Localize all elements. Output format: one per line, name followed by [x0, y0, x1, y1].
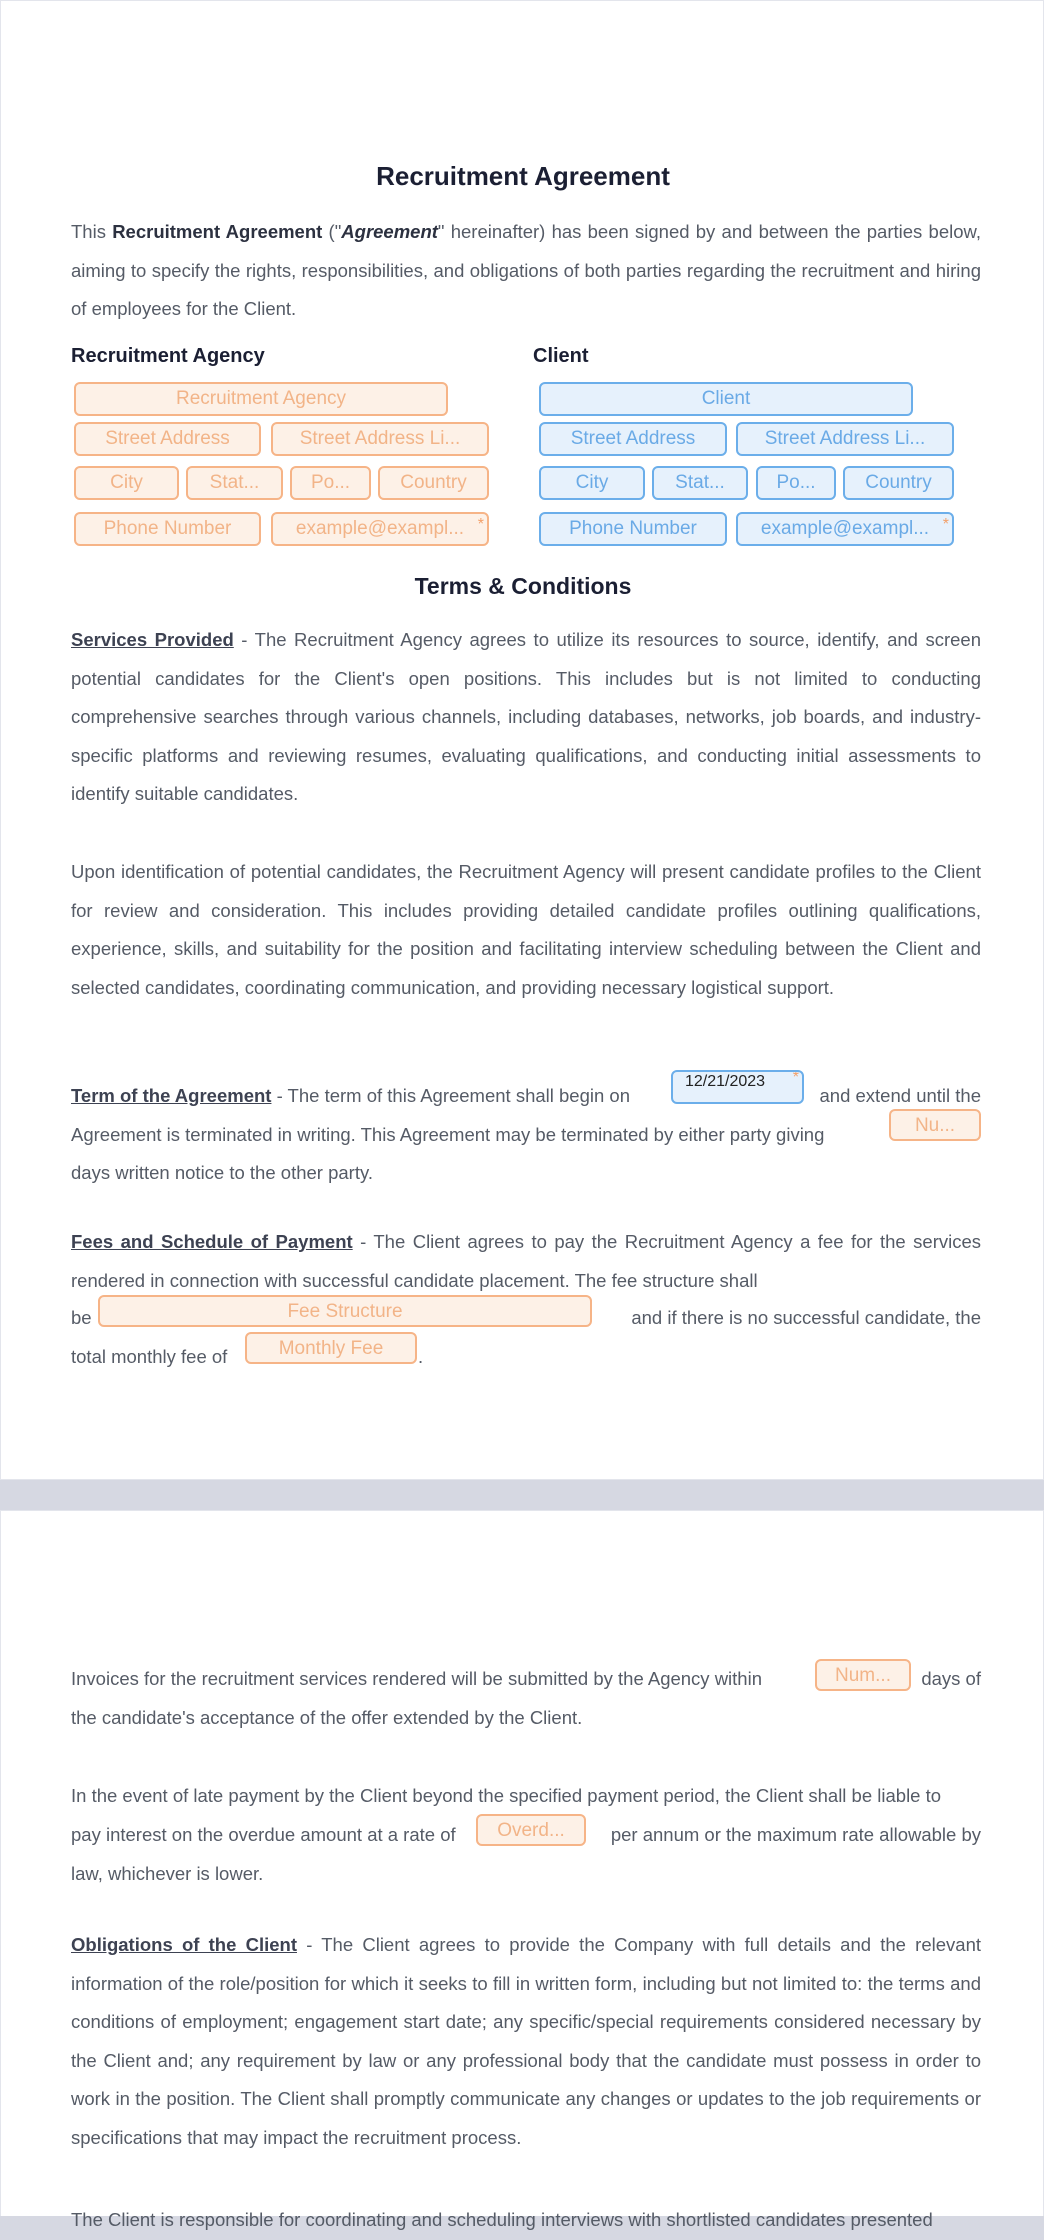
fees-line-4: total monthly fee of: [71, 1346, 228, 1367]
agency-street-field[interactable]: Street Address: [74, 422, 261, 456]
invoice-days-field[interactable]: Num...: [815, 1659, 911, 1691]
invoices-line-1-end: days of: [921, 1668, 981, 1689]
agency-city-field[interactable]: City: [74, 466, 179, 500]
obligations-paragraph: [71, 1926, 981, 2157]
services-heading: Services Provided: [71, 629, 234, 650]
agency-postal-field[interactable]: Po...: [290, 466, 371, 500]
fee-structure-field[interactable]: Fee Structure: [98, 1295, 592, 1327]
presentation-paragraph: Upon identification of potential candidates, the Recruitment Agency will present candidate profiles to the Client for review and consideration. This includes providing detailed candidate profiles outlining qualifications, experience, skills, and suitability for the position and facilitating interview scheduling between the Client and selected candidates, coordinating communication, and providing necessary logistical support.: [71, 861, 981, 998]
fees-period: .: [418, 1346, 424, 1367]
agency-street2-field[interactable]: Street Address Li...: [271, 422, 489, 456]
start-date-field[interactable]: 12/21/2023 *: [671, 1070, 804, 1104]
obligations-heading: Obligations of the Client: [71, 1934, 297, 1955]
services-text: - The Recruitment Agency agrees to utilize its resources to source, identify, and screen potential candidates for the Client's open positions. This includes but is not limited to conducting comprehensive searches through various channels, including databases, networks, job boards, and industry-specific platforms and reviewing resumes, evaluating qualifications, and conducting initial assessments to identify suitable candidates.: [71, 629, 981, 804]
term-text: - The term of this Agreement shall begin on: [271, 1085, 630, 1106]
agency-email-field[interactable]: example@exampl... *: [271, 512, 489, 546]
intro-bold-agreement: Agreement: [341, 221, 438, 242]
intro-text: " hereinafter) has been signed by and between the parties below, aiming to specify the rights, responsibilities, and obligations of both parties regarding the recruitment and hiring of employees for the Client.: [71, 221, 981, 319]
client-email-field[interactable]: example@exampl... *: [736, 512, 954, 546]
client-country-field[interactable]: Country: [843, 466, 954, 500]
client-phone-field[interactable]: Phone Number: [539, 512, 727, 546]
cutoff-line: The Client is responsible for coordinating and scheduling interviews with shortlisted candidates presented: [71, 2209, 933, 2230]
late-payment-line-2: pay interest on the overdue amount at a rate of: [71, 1824, 456, 1845]
client-city-field[interactable]: City: [539, 466, 645, 500]
agency-phone-field[interactable]: Phone Number: [74, 512, 261, 546]
term-heading: Term of the Agreement: [71, 1085, 272, 1106]
fees-text: - The Client agrees to pay the Recruitment Agency a fee for the services rendered in connection with successful candidate placement. The fee structure shall: [71, 1231, 981, 1291]
notice-days-field[interactable]: Nu...: [889, 1109, 981, 1141]
late-payment-line-3: law, whichever is lower.: [71, 1863, 264, 1884]
client-state-field[interactable]: Stat...: [652, 466, 748, 500]
intro-bold-title: Recruitment Agreement: [112, 221, 323, 242]
term-line-2: Agreement is terminated in writing. This Agreement may be terminated by either party giving: [71, 1124, 825, 1145]
invoices-line-2: the candidate's acceptance of the offer extended by the Client.: [71, 1707, 583, 1728]
client-label: Client: [533, 345, 589, 367]
agency-name-field[interactable]: Recruitment Agency: [74, 382, 448, 416]
client-street-field[interactable]: Street Address: [539, 422, 727, 456]
fees-line-3-end: and if there is no successful candidate, the: [631, 1307, 981, 1328]
document-page-2: [0, 1510, 1044, 2230]
intro-text: (": [322, 221, 342, 242]
agency-label: Recruitment Agency: [71, 345, 265, 367]
fees-paragraph: [71, 1223, 981, 1300]
late-payment-line-1: In the event of late payment by the Client beyond the specified payment period, the Client shall be liable to: [71, 1785, 942, 1806]
agency-state-field[interactable]: Stat...: [186, 466, 283, 500]
intro-paragraph: [71, 213, 981, 329]
client-postal-field[interactable]: Po...: [756, 466, 836, 500]
late-payment-line-2-end: per annum or the maximum rate allowable by: [610, 1824, 981, 1845]
terms-title: Terms & Conditions: [414, 573, 632, 599]
term-line-3: days written notice to the other party.: [71, 1162, 373, 1183]
monthly-fee-field[interactable]: Monthly Fee: [245, 1332, 417, 1364]
overdue-rate-field[interactable]: Overd...: [476, 1814, 586, 1846]
invoices-line-1: Invoices for the recruitment services rendered will be submitted by the Agency within: [71, 1668, 762, 1689]
client-street2-field[interactable]: Street Address Li...: [736, 422, 954, 456]
client-name-field[interactable]: Client: [539, 382, 913, 416]
fees-heading: Fees and Schedule of Payment: [71, 1231, 353, 1252]
services-paragraph: [71, 621, 981, 814]
document-title: Recruitment Agreement: [376, 161, 670, 191]
agency-country-field[interactable]: Country: [378, 466, 489, 500]
fees-be-text: be: [71, 1307, 92, 1328]
term-line-1-end: and extend until the: [819, 1085, 981, 1106]
intro-text: This: [71, 221, 113, 242]
obligations-text: - The Client agrees to provide the Company with full details and the relevant information of the role/position for which it seeks to fill in written form, including but not limited to: the terms and conditions of employment; engagement start date; any specific/special requirements considered necessary by the Client and; any requirement by law or any professional body that the candidate must possess in order to work in the position. The Client shall promptly communicate any changes or updates to the job requirements or specifications that may impact the recruitment process.: [71, 1934, 981, 2148]
